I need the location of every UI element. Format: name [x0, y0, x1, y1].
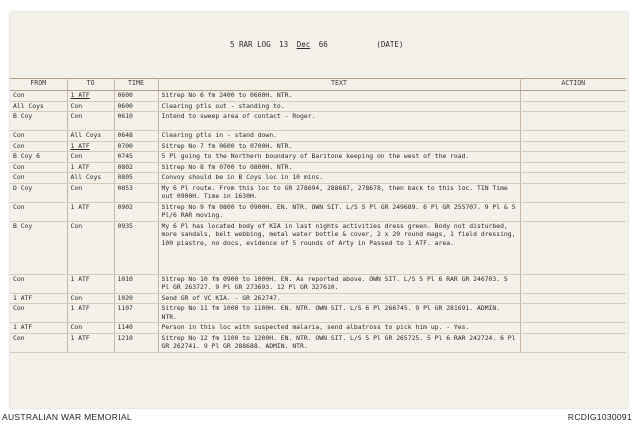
cell-from: Con	[10, 274, 67, 293]
log-header	[230, 40, 407, 49]
cell-text: Send GR of VC KIA. - GR 262747.	[158, 293, 520, 304]
cell-from: Con	[10, 304, 67, 323]
cell-action	[520, 173, 626, 184]
cell-to: Con	[67, 101, 114, 112]
cell-from: 1 ATF	[10, 323, 67, 334]
cell-from: Con	[10, 141, 67, 152]
table-row	[10, 112, 626, 131]
table-row	[10, 101, 626, 112]
cell-to: 1 ATF	[67, 333, 114, 352]
cell-time: 0745	[114, 152, 158, 163]
cell-action	[520, 112, 626, 131]
cell-to: Con	[67, 293, 114, 304]
cell-action	[520, 152, 626, 163]
col-header-action: ACTION	[520, 79, 626, 91]
cell-time: 0648	[114, 131, 158, 142]
cell-from: B Coy 6	[10, 152, 67, 163]
cell-text: Sitrep No 12 fm 1100 to 1200H. EN. NTR. OWN SIT. L/S 5 Pl GR 265725. 5 Pl 6 RAR 242724. 6 Pl GR 262741. 9 Pl GR 288688. ADMIN. NTR.	[158, 333, 520, 352]
cell-time: 0935	[114, 221, 158, 274]
cell-to: 1 ATF	[67, 91, 114, 102]
cell-action	[520, 274, 626, 293]
cell-to: Con	[67, 152, 114, 163]
cell-to: Con	[67, 221, 114, 274]
table-row	[10, 91, 626, 102]
cell-time: 0600	[114, 101, 158, 112]
cell-to: Con	[67, 323, 114, 334]
cell-text: My 6 Pl route. From this loc to GR 278694, 288687, 278678, then back to this loc. TIN Time out 0900H. Time in 1630H.	[158, 183, 520, 202]
cell-from: B Coy	[10, 112, 67, 131]
cell-text: Clearing ptls in - stand down.	[158, 131, 520, 142]
cell-from: Con	[10, 202, 67, 221]
log-day: 13	[279, 40, 289, 49]
table-row	[10, 304, 626, 323]
cell-text: Intend to sweep area of contact - Roger.	[158, 112, 520, 131]
cell-to: 1 ATF	[67, 162, 114, 173]
cell-text: Sitrep No 9 fm 0800 to 0900H. EN. NTR. OWN SIT. L/S 5 Pl GR 249689. 6 Pl GR 255707. 9 Pl & 5 Pl/6 RAR moving.	[158, 202, 520, 221]
table-row	[10, 131, 626, 142]
table-row	[10, 323, 626, 334]
cell-time: 1140	[114, 323, 158, 334]
cell-action	[520, 101, 626, 112]
cell-time: 0802	[114, 162, 158, 173]
table-row	[10, 274, 626, 293]
cell-action	[520, 323, 626, 334]
cell-action	[520, 162, 626, 173]
table-row	[10, 221, 626, 274]
cell-time: 1107	[114, 304, 158, 323]
cell-to: All Coys	[67, 173, 114, 184]
table-row	[10, 183, 626, 202]
cell-action	[520, 333, 626, 352]
col-header-time: TIME	[114, 79, 158, 91]
table-row	[10, 141, 626, 152]
table-row	[10, 293, 626, 304]
cell-to: 1 ATF	[67, 202, 114, 221]
col-header-text: TEXT	[158, 79, 520, 91]
cell-text: Clearing ptls out - standing to.	[158, 101, 520, 112]
log-year: 66	[318, 40, 328, 49]
cell-to: Con	[67, 112, 114, 131]
archive-name: AUSTRALIAN WAR MEMORIAL	[2, 412, 132, 422]
table-row	[10, 162, 626, 173]
cell-time: 1010	[114, 274, 158, 293]
cell-to: All Coys	[67, 131, 114, 142]
cell-from: 1 ATF	[10, 293, 67, 304]
cell-text: Sitrep No 7 fm 0600 to 0700H. NTR.	[158, 141, 520, 152]
table-row	[10, 152, 626, 163]
cell-to: 1 ATF	[67, 304, 114, 323]
cell-action	[520, 293, 626, 304]
cell-time: 0600	[114, 91, 158, 102]
cell-action	[520, 183, 626, 202]
cell-action	[520, 141, 626, 152]
cell-text: 5 Pl going to the Northern boundary of Baritone keeping on the west of the road.	[158, 152, 520, 163]
col-header-to: TO	[67, 79, 114, 91]
cell-text: Convoy should be in B Coys loc in 10 mins.	[158, 173, 520, 184]
cell-to: 1 ATF	[67, 141, 114, 152]
cell-text: Sitrep No 6 fm 2400 to 0600H. NTR.	[158, 91, 520, 102]
date-label: (DATE)	[376, 40, 404, 49]
cell-text: Sitrep No 8 fm 0700 to 0800H. NTR.	[158, 162, 520, 173]
cell-time: 0805	[114, 173, 158, 184]
cell-time: 0902	[114, 202, 158, 221]
table-row	[10, 333, 626, 352]
col-header-from: FROM	[10, 79, 67, 91]
cell-action	[520, 221, 626, 274]
cell-from: Con	[10, 91, 67, 102]
table-header-row	[10, 79, 626, 91]
cell-text: Person in this loc with suspected malaria, send albatross to pick him up. - Yes.	[158, 323, 520, 334]
cell-from: All Coys	[10, 101, 67, 112]
table-row	[10, 173, 626, 184]
cell-action	[520, 304, 626, 323]
archive-footer	[0, 412, 640, 426]
cell-action	[520, 202, 626, 221]
cell-action	[520, 91, 626, 102]
cell-time: 0610	[114, 112, 158, 131]
cell-from: B Coy	[10, 221, 67, 274]
cell-time: 1210	[114, 333, 158, 352]
cell-to: Con	[67, 183, 114, 202]
cell-text: Sitrep No 10 fm 0900 to 1000H. EN. As reported above. OWN SIT. L/S 5 Pl 6 RAR GR 246703. 5 Pl GR 263727. 9 Pl GR 273693. 12 Pl GR 327610.	[158, 274, 520, 293]
cell-action	[520, 131, 626, 142]
cell-time: 0853	[114, 183, 158, 202]
cell-time: 0700	[114, 141, 158, 152]
cell-text: My 6 Pl has located body of KIA in last nights activities dress green. Body not disturbed, more sandals, belt webbing, metal water bottle & cover, 2 x 20 round mags, 1 field dressing, 100 piastre, no docs, evidence of 5 rounds of Arty in Passed to 1 ATF. area.	[158, 221, 520, 274]
cell-from: Con	[10, 131, 67, 142]
cell-from: Con	[10, 162, 67, 173]
cell-text: Sitrep No 11 fm 1000 to 1100H. EN. NTR. OWN SIT. L/S 6 Pl 266745. 9 Pl GR 281691. ADMIN. NTR.	[158, 304, 520, 323]
log-table	[10, 78, 626, 353]
table-row	[10, 202, 626, 221]
log-month: Dec	[296, 40, 311, 49]
cell-time: 1020	[114, 293, 158, 304]
cell-from: Con	[10, 333, 67, 352]
archive-ref: RCDIG1030091	[567, 412, 632, 422]
cell-from: D Coy	[10, 183, 67, 202]
cell-from: Con	[10, 173, 67, 184]
log-unit: 5 RAR LOG	[230, 40, 271, 49]
cell-to: 1 ATF	[67, 274, 114, 293]
